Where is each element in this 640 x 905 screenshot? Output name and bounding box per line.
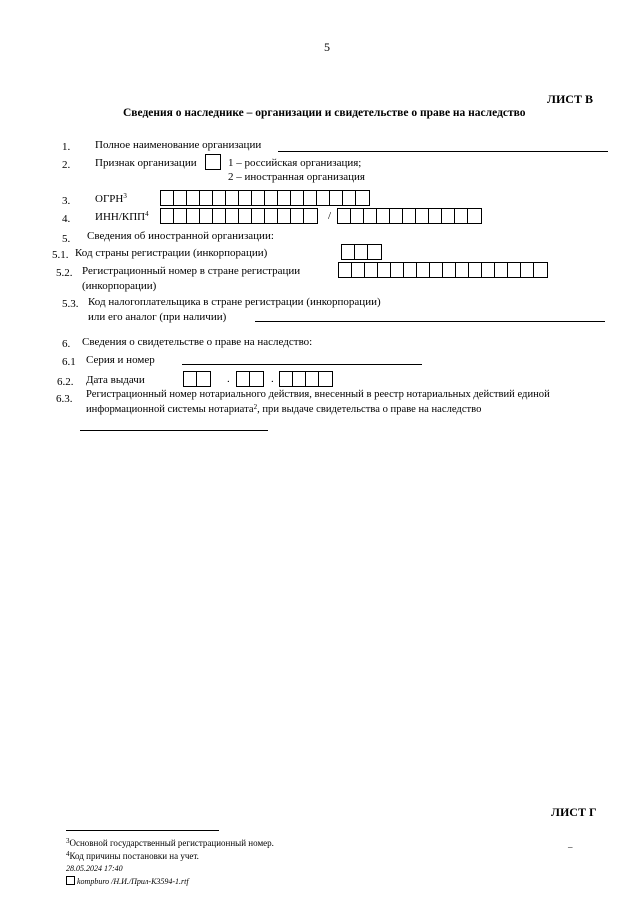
item-6-number: 6. bbox=[62, 338, 71, 350]
item-5-label: Сведения об иностранной организации: bbox=[87, 230, 274, 242]
footnote-3: $^3$Основной государственный регистрационный номер. bbox=[66, 837, 274, 848]
item-5-3-number: 5.3. bbox=[62, 298, 79, 310]
option-russian: 1 – российская организация; bbox=[228, 157, 362, 169]
item-5-number: 5. bbox=[62, 233, 71, 245]
issue-date-label: Дата выдачи bbox=[86, 374, 145, 386]
section-title: Сведения о наследнике – организации и свидетельстве о праве на наследство bbox=[123, 107, 526, 119]
item-5-1-number: 5.1. bbox=[52, 249, 69, 261]
country-code-label: Код страны регистрации (инкорпорации) bbox=[75, 247, 268, 259]
save-icon bbox=[66, 876, 75, 885]
tax-code-label-1: Код налогоплательщика в стране регистрации (инкорпорации) bbox=[88, 296, 381, 308]
series-number-line[interactable] bbox=[182, 364, 422, 365]
sheet-g-label: ЛИСТ Г bbox=[551, 805, 597, 819]
item-1-number: 1. bbox=[62, 141, 71, 153]
reg-number-label-2: (инкорпорации) bbox=[82, 280, 157, 292]
option-foreign: 2 – иностранная организация bbox=[228, 171, 365, 183]
country-code-boxes[interactable] bbox=[341, 244, 382, 260]
issue-year-boxes[interactable] bbox=[279, 371, 333, 387]
ogrn-boxes[interactable] bbox=[160, 190, 370, 206]
ogrn-label: ОГРН$^3$ bbox=[95, 192, 127, 205]
item-3-number: 3. bbox=[62, 195, 71, 207]
kpp-boxes[interactable] bbox=[337, 208, 482, 224]
item-1-label: Полное наименование организации bbox=[95, 139, 262, 151]
notarial-number-label-2: информационной системы нотариата$^2$, при выдаче свидетельства о праве на наследство bbox=[86, 403, 482, 415]
inn-kpp-label: ИНН/КПП$^4$ bbox=[95, 210, 149, 223]
date-dot-1: . bbox=[227, 373, 230, 385]
tax-code-label-2: или его аналог (при наличии) bbox=[88, 311, 227, 323]
reg-number-boxes[interactable] bbox=[338, 262, 548, 278]
inn-kpp-separator: / bbox=[328, 210, 332, 222]
footnote-separator bbox=[66, 830, 219, 831]
item-2-label: Признак организации bbox=[95, 157, 197, 169]
item-6-1-number: 6.1 bbox=[62, 356, 76, 368]
item-2-number: 2. bbox=[62, 159, 71, 171]
item-4-number: 4. bbox=[62, 213, 71, 225]
notarial-number-line[interactable] bbox=[80, 430, 268, 431]
reg-number-label-1: Регистрационный номер в стране регистрации bbox=[82, 265, 301, 277]
item-5-2-number: 5.2. bbox=[56, 267, 73, 279]
item-6-3-number: 6.3. bbox=[56, 393, 73, 405]
date-dot-2: . bbox=[271, 373, 274, 385]
item-6-label: Сведения о свидетельстве о праве на наследство: bbox=[82, 336, 313, 348]
footer-timestamp: 28.05.2024 17:40 bbox=[66, 864, 123, 873]
issue-day-boxes[interactable] bbox=[183, 371, 211, 387]
dash-mark: – bbox=[568, 842, 573, 852]
footnote-4: $^4$Код причины постановки на учет. bbox=[66, 850, 199, 861]
page-number: 5 bbox=[324, 40, 330, 54]
issue-month-boxes[interactable] bbox=[236, 371, 264, 387]
org-type-checkbox[interactable] bbox=[205, 154, 221, 170]
org-name-line[interactable] bbox=[278, 151, 608, 152]
item-6-2-number: 6.2. bbox=[57, 376, 74, 388]
tax-code-line[interactable] bbox=[255, 321, 605, 322]
inn-boxes[interactable] bbox=[160, 208, 318, 224]
footer-path: kompburo /Н.И./Прил-К3594-1.rtf bbox=[66, 876, 189, 886]
sheet-b-label: ЛИСТ В bbox=[547, 92, 593, 106]
notarial-number-label-1: Регистрационный номер нотариального действия, внесенный в реестр нотариальных действий единой bbox=[86, 389, 550, 400]
series-number-label: Серия и номер bbox=[86, 354, 155, 366]
